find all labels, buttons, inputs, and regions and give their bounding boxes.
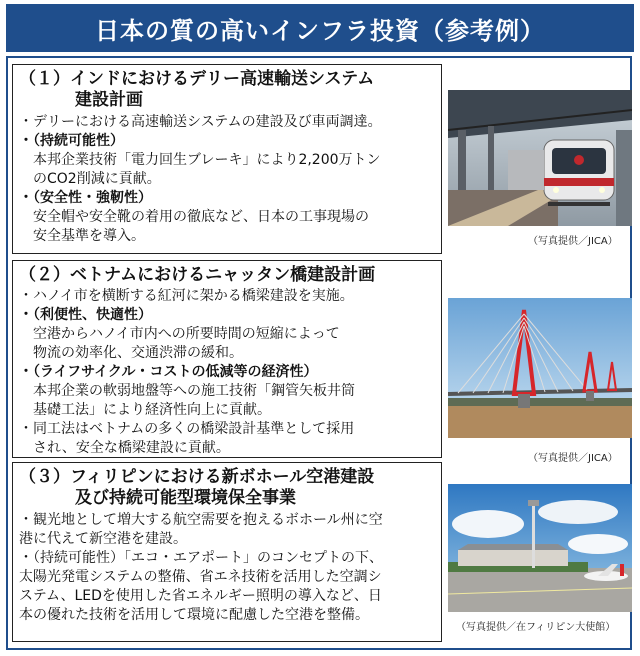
bullet-text: ・（持続可能性）「エコ・エアポート」のコンセプトの下、	[19, 550, 383, 566]
body-text: され、安全な橋梁建設に貢献。	[33, 440, 230, 456]
section-nhat-tan-bridge	[12, 260, 442, 458]
cable-stayed-bridge-photo	[448, 298, 632, 438]
metro-train-photo	[448, 90, 632, 226]
body-text: 物流の効率化、交通渋滞の緩和。	[33, 345, 243, 361]
photo-credit: （写真提供／JICA）	[528, 453, 618, 464]
body-text: 安全帽や安全靴の着用の徹底など、日本の工事現場の	[33, 209, 369, 225]
section-title-line1: （２）ベトナムにおけるニャッタン橋建設計画	[19, 265, 376, 285]
section-delhi-metro	[12, 64, 442, 254]
bullet-text: 港に代えて新空港を建設。	[19, 531, 187, 547]
bullet-text: ・デリーにおける高速輸送システムの建設及び車両調達。	[19, 114, 382, 130]
subheading: ・（安全性・強靭性）	[19, 190, 152, 206]
bullet-text: 太陽光発電システムの整備、省エネ技術を活用した空調シ	[19, 569, 382, 585]
section-title-line1: （１）インドにおけるデリー高速輸送システム	[19, 69, 375, 89]
photo-credit: （写真提供／在フィリピン大使館）	[456, 622, 616, 633]
body-text: 安全基準を導入。	[33, 228, 145, 244]
subheading: ・（ライフサイクル・コストの低減等の経済性）	[19, 364, 318, 380]
section-title	[19, 69, 435, 111]
body-text: 空港からハノイ市内への所要時間の短縮によって	[33, 326, 340, 342]
photo-credit: （写真提供／JICA）	[528, 236, 618, 247]
airport-terminal-photo	[448, 484, 632, 612]
section-title-line2: 建設計画	[75, 90, 143, 110]
bullet-text: 本の優れた技術を活用して環境に配慮した空港を整備。	[19, 607, 369, 623]
body-text: 基礎工法」により経済性向上に貢献。	[33, 402, 271, 418]
page-title: 日本の質の高いインフラ投資（参考例）	[6, 4, 634, 52]
bullet-text: ・同工法はベトナムの多くの橋梁設計基準として採用	[19, 421, 355, 437]
subheading: ・（持続可能性）	[19, 133, 124, 149]
body-text: 本邦企業の軟弱地盤等への施工技術「鋼管矢板井筒	[33, 383, 355, 399]
bullet-text: ・ハノイ市を横断する紅河に架かる橋梁建設を実施。	[19, 288, 354, 304]
section-title	[19, 265, 435, 286]
body-text: 本邦企業技術「電力回生ブレーキ」により2,200万トン	[33, 152, 381, 168]
bullet-text: ・観光地として増大する航空需要を抱えるボホール州に空	[19, 512, 383, 528]
bullet-text: ステム、LEDを使用した省エネルギー照明の導入など、日	[19, 588, 382, 604]
section-title	[19, 467, 435, 509]
section-title-line1: （３）フィリピンにおける新ボホール空港建設	[19, 467, 375, 487]
section-bohol-airport	[12, 462, 442, 642]
body-text: のCO2削減に貢献。	[33, 171, 161, 187]
section-title-line2: 及び持続可能型環境保全事業	[75, 488, 296, 508]
subheading: ・（利便性、快適性）	[19, 307, 152, 323]
